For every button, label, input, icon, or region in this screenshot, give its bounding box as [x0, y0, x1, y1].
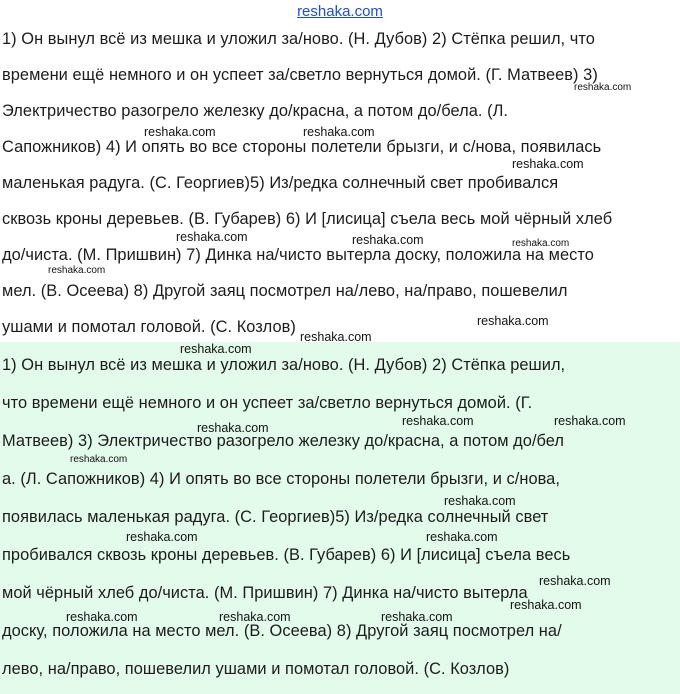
text-line: что времени ещё немного и он успеет за/светло вернуться домой. (Г. — [2, 394, 533, 412]
watermark: reshaka.com — [176, 230, 248, 244]
watermark: reshaka.com — [352, 233, 424, 247]
text-line: времени ещё немного и он успеет за/светло вернуться домой. (Г. Матвеев) 3) — [2, 66, 598, 84]
watermark: reshaka.com — [510, 598, 582, 612]
watermark: reshaka.com — [512, 238, 570, 249]
watermark: reshaka.com — [512, 157, 584, 171]
watermark: reshaka.com — [197, 421, 269, 435]
watermark: reshaka.com — [381, 610, 453, 624]
text-line: 1) Он вынул всё из мешка и уложил за/ново. (Н. Дубов) 2) Стёпка решил, — [2, 356, 566, 374]
watermark: reshaka.com — [477, 314, 549, 328]
text-line: 1) Он вынул всё из мешка и уложил за/ново. (Н. Дубов) 2) Стёпка решил, что — [2, 30, 595, 48]
text-line: до/чиста. (М. Пришвин) 7) Динка на/чисто вытерла доску, положила на место — [2, 246, 594, 264]
watermark: reshaka.com — [539, 574, 611, 588]
watermark: reshaka.com — [300, 330, 372, 344]
watermark: reshaka.com — [48, 265, 106, 276]
text-line: маленькая радуга. (С. Георгиев)5) Из/редка солнечный свет пробивался — [2, 174, 559, 192]
text-line: лево, на/право, пошевелил ушами и помотал головой. (С. Козлов) — [2, 660, 510, 678]
text-line: мел. (В. Осеева) 8) Другой заяц посмотрел на/лево, на/право, пошевелил — [2, 282, 568, 300]
task-text-block — [0, 24, 680, 342]
watermark: reshaka.com — [426, 530, 498, 544]
watermark: reshaka.com — [66, 610, 138, 624]
watermark: reshaka.com — [126, 530, 198, 544]
text-line: сквозь кроны деревьев. (В. Губарев) 6) И [лисица] съела весь мой чёрный хлеб — [2, 210, 613, 228]
watermark: reshaka.com — [180, 342, 252, 356]
watermark: reshaka.com — [574, 82, 632, 93]
watermark: reshaka.com — [144, 125, 216, 139]
text-line: ушами и помотал головой. (С. Козлов) — [2, 318, 296, 336]
watermark: reshaka.com — [303, 125, 375, 139]
watermark: reshaka.com — [444, 494, 516, 508]
watermark: reshaka.com — [554, 414, 626, 428]
text-line: Сапожников) 4) И опять во все стороны полетели брызги, и с/нова, появилась — [2, 138, 602, 156]
text-line: появилась маленькая радуга. (С. Георгиев)5) Из/редка солнечный свет — [2, 508, 549, 526]
text-line: а. (Л. Сапожников) 4) И опять во все стороны полетели брызги, и с/нова, — [2, 470, 560, 488]
text-line: пробивался сквозь кроны деревьев. (В. Губарев) 6) И [лисица] съела весь — [2, 546, 571, 564]
text-line: доску, положила на место мел. (В. Осеева) 8) Другой заяц посмотрел на/ — [2, 622, 562, 640]
watermark: reshaka.com — [70, 454, 128, 465]
text-line: Электричество разогрело железку до/красна, а потом до/бела. (Л. — [2, 102, 509, 120]
text-line: Матвеев) 3) Электричество разогрело железку до/красна, а потом до/бел — [2, 432, 565, 450]
watermark: reshaka.com — [402, 414, 474, 428]
site-link[interactable]: reshaka.com — [297, 3, 383, 20]
answer-text-block — [0, 342, 680, 694]
text-line: мой чёрный хлеб до/чиста. (М. Пришвин) 7) Динка на/чисто вытерла — [2, 584, 528, 602]
watermark: reshaka.com — [219, 610, 291, 624]
